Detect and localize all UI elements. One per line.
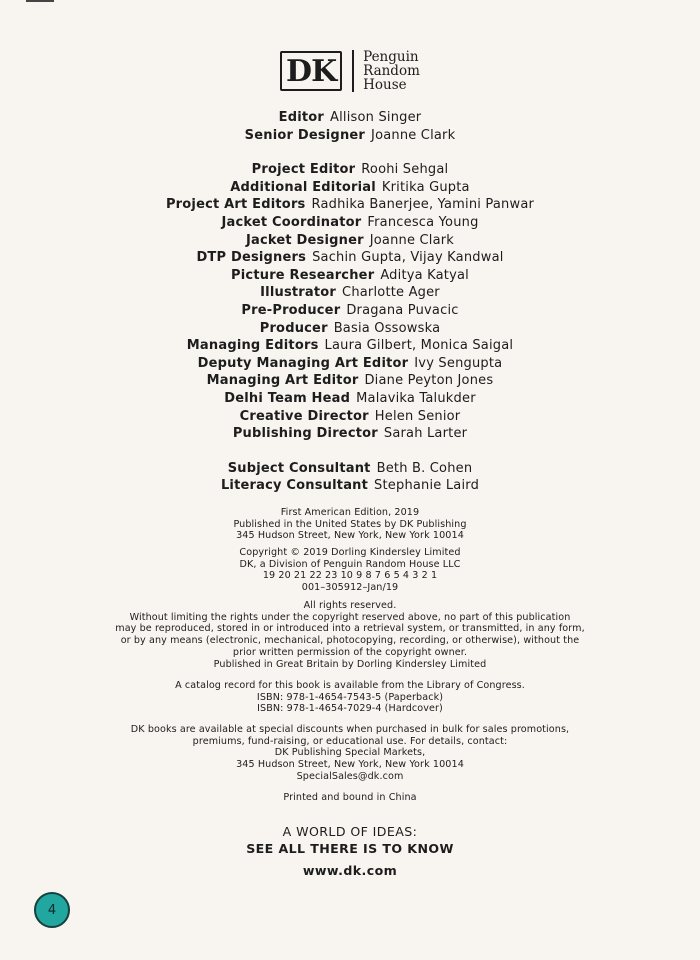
credit-name: Beth B. Cohen [376,460,473,476]
credit-row [0,179,700,197]
legal-line: Without limiting the rights under the copyright reserved above, no part of this publication [129,611,571,623]
credit-role: Publishing Director [232,426,378,442]
credit-row [0,425,700,443]
credit-role: Managing Editors [186,338,319,354]
copyright-info [0,547,700,594]
printing-info [0,792,700,804]
credit-row [0,267,700,285]
legal-line: DK Publishing Special Markets, [274,747,426,759]
credits-group-production [0,161,700,443]
legal-line: All rights reserved. [303,600,397,611]
credit-role: Project Art Editors [165,197,306,213]
logo-divider [352,50,354,92]
credit-row [0,196,700,214]
legal-line: DK books are available at special discounts when purchased in bulk for sales promotions, [130,724,570,735]
rights-notice [0,600,700,670]
dk-logo: DK [280,51,342,91]
prh-line-3: House [363,77,407,93]
credit-role: Illustrator [260,285,337,301]
credit-name: Laura Gilbert, Monica Saigal [324,338,514,354]
tagline-line-1: A WORLD OF IDEAS: [282,824,418,839]
credit-row [0,337,700,355]
legal-line: ISBN: 978-1-4654-7029-4 (Hardcover) [257,703,443,715]
corner-crop-mark [26,0,54,2]
credit-name: Sachin Gupta, Vijay Kandwal [312,250,504,266]
credit-name: Diane Peyton Jones [364,373,494,389]
edition-info [0,507,700,542]
credit-name: Allison Singer [330,110,422,125]
credit-row [0,127,700,145]
credit-name: Kritika Gupta [381,179,470,195]
credit-name: Charlotte Ager [342,285,440,301]
credit-role: Additional Editorial [230,179,376,195]
credit-row [0,284,700,302]
tagline-line-2: SEE ALL THERE IS TO KNOW [246,841,454,856]
credit-name: Aditya Katyal [380,267,469,283]
legal-line: DK, a Division of Penguin Random House LLC [239,558,461,570]
legal-line: 345 Hudson Street, New York, New York 10014 [236,530,464,542]
credit-name: Radhika Banerjee, Yamini Panwar [311,197,535,213]
credit-row [0,355,700,373]
credit-row [0,232,700,250]
credit-role: Subject Consultant [227,460,371,476]
credit-name: Francesca Young [367,214,479,230]
credit-name: Stephanie Laird [374,478,480,494]
catalog-isbn-info [0,680,700,715]
credit-role: Deputy Managing Art Editor [197,355,409,371]
credit-role: Producer [259,320,328,336]
credit-role: Project Editor [251,162,356,178]
legal-line: SpecialSales@dk.com [296,770,404,782]
legal-line: A catalog record for this book is available from the Library of Congress. [175,680,525,691]
credit-row [0,161,700,179]
legal-line: Copyright © 2019 Dorling Kindersley Limited [239,547,461,558]
credits-group-editorial [0,109,700,144]
credits-group-consultants [0,460,700,495]
credit-role: Managing Art Editor [206,373,359,389]
credit-role: Pre-Producer [241,302,341,318]
credit-role: Editor [278,110,325,125]
credit-row [0,302,700,320]
credits-gap [0,443,700,460]
credit-row [0,390,700,408]
credit-name: Ivy Sengupta [414,355,503,371]
credit-row [0,372,700,390]
credit-role: Senior Designer [244,127,366,143]
legal-line: 345 Hudson Street, New York, New York 10014 [236,759,464,771]
legal-line: Printed and bound in China [283,792,417,803]
credit-name: Joanne Clark [371,127,456,143]
prh-line-1: Penguin [363,49,419,65]
legal-line: may be reproduced, stored in or introduced into a retrieval system, or transmitted, in any form, [115,623,585,635]
prh-line-2: Random [363,63,420,79]
credit-name: Joanne Clark [369,232,455,248]
credit-name: Dragana Puvacic [346,302,459,318]
credit-row [0,320,700,338]
credit-name: Roohi Sehgal [361,162,449,178]
credit-name: Helen Senior [374,408,461,424]
legal-line: prior written permission of the copyright owner. [232,646,468,658]
credit-role: Delhi Team Head [224,390,351,406]
credit-role: Literacy Consultant [220,478,369,494]
legal-line: or by any means (electronic, mechanical, photocopying, recording, or otherwise), without the [120,635,580,647]
credit-role: Jacket Designer [245,232,364,248]
credit-role: Picture Researcher [231,267,375,283]
legal-line: premiums, fund-raising, or educational use. For details, contact: [192,735,508,747]
credit-row [0,460,700,478]
legal-line: Published in the United States by DK Publishing [233,518,467,530]
publisher-logo [0,50,700,92]
credit-row [0,109,700,127]
penguin-random-house-wordmark [363,50,420,92]
credit-role: Jacket Coordinator [221,214,362,230]
credit-role: DTP Designers [196,250,307,266]
website-link[interactable]: www.dk.com [302,863,398,878]
credit-row [0,214,700,232]
credit-row [0,249,700,267]
special-sales-info [0,724,700,783]
legal-line: 19 20 21 22 23 10 9 8 7 6 5 4 3 2 1 [262,570,438,582]
legal-line: 001–305912–Jan/19 [301,582,399,594]
credit-name: Sarah Larter [383,426,468,442]
legal-line: ISBN: 978-1-4654-7543-5 (Paperback) [256,691,444,703]
credit-name: Malavika Talukder [356,390,476,406]
credit-row [0,408,700,426]
credit-role: Creative Director [239,408,369,424]
credit-row [0,477,700,495]
legal-line: Published in Great Britain by Dorling Kindersley Limited [213,658,487,670]
legal-line: First American Edition, 2019 [280,507,420,518]
credit-name: Basia Ossowska [333,320,441,336]
credits-gap [0,144,700,161]
credits-list [0,109,700,495]
page-number-badge: 4 [34,892,70,928]
